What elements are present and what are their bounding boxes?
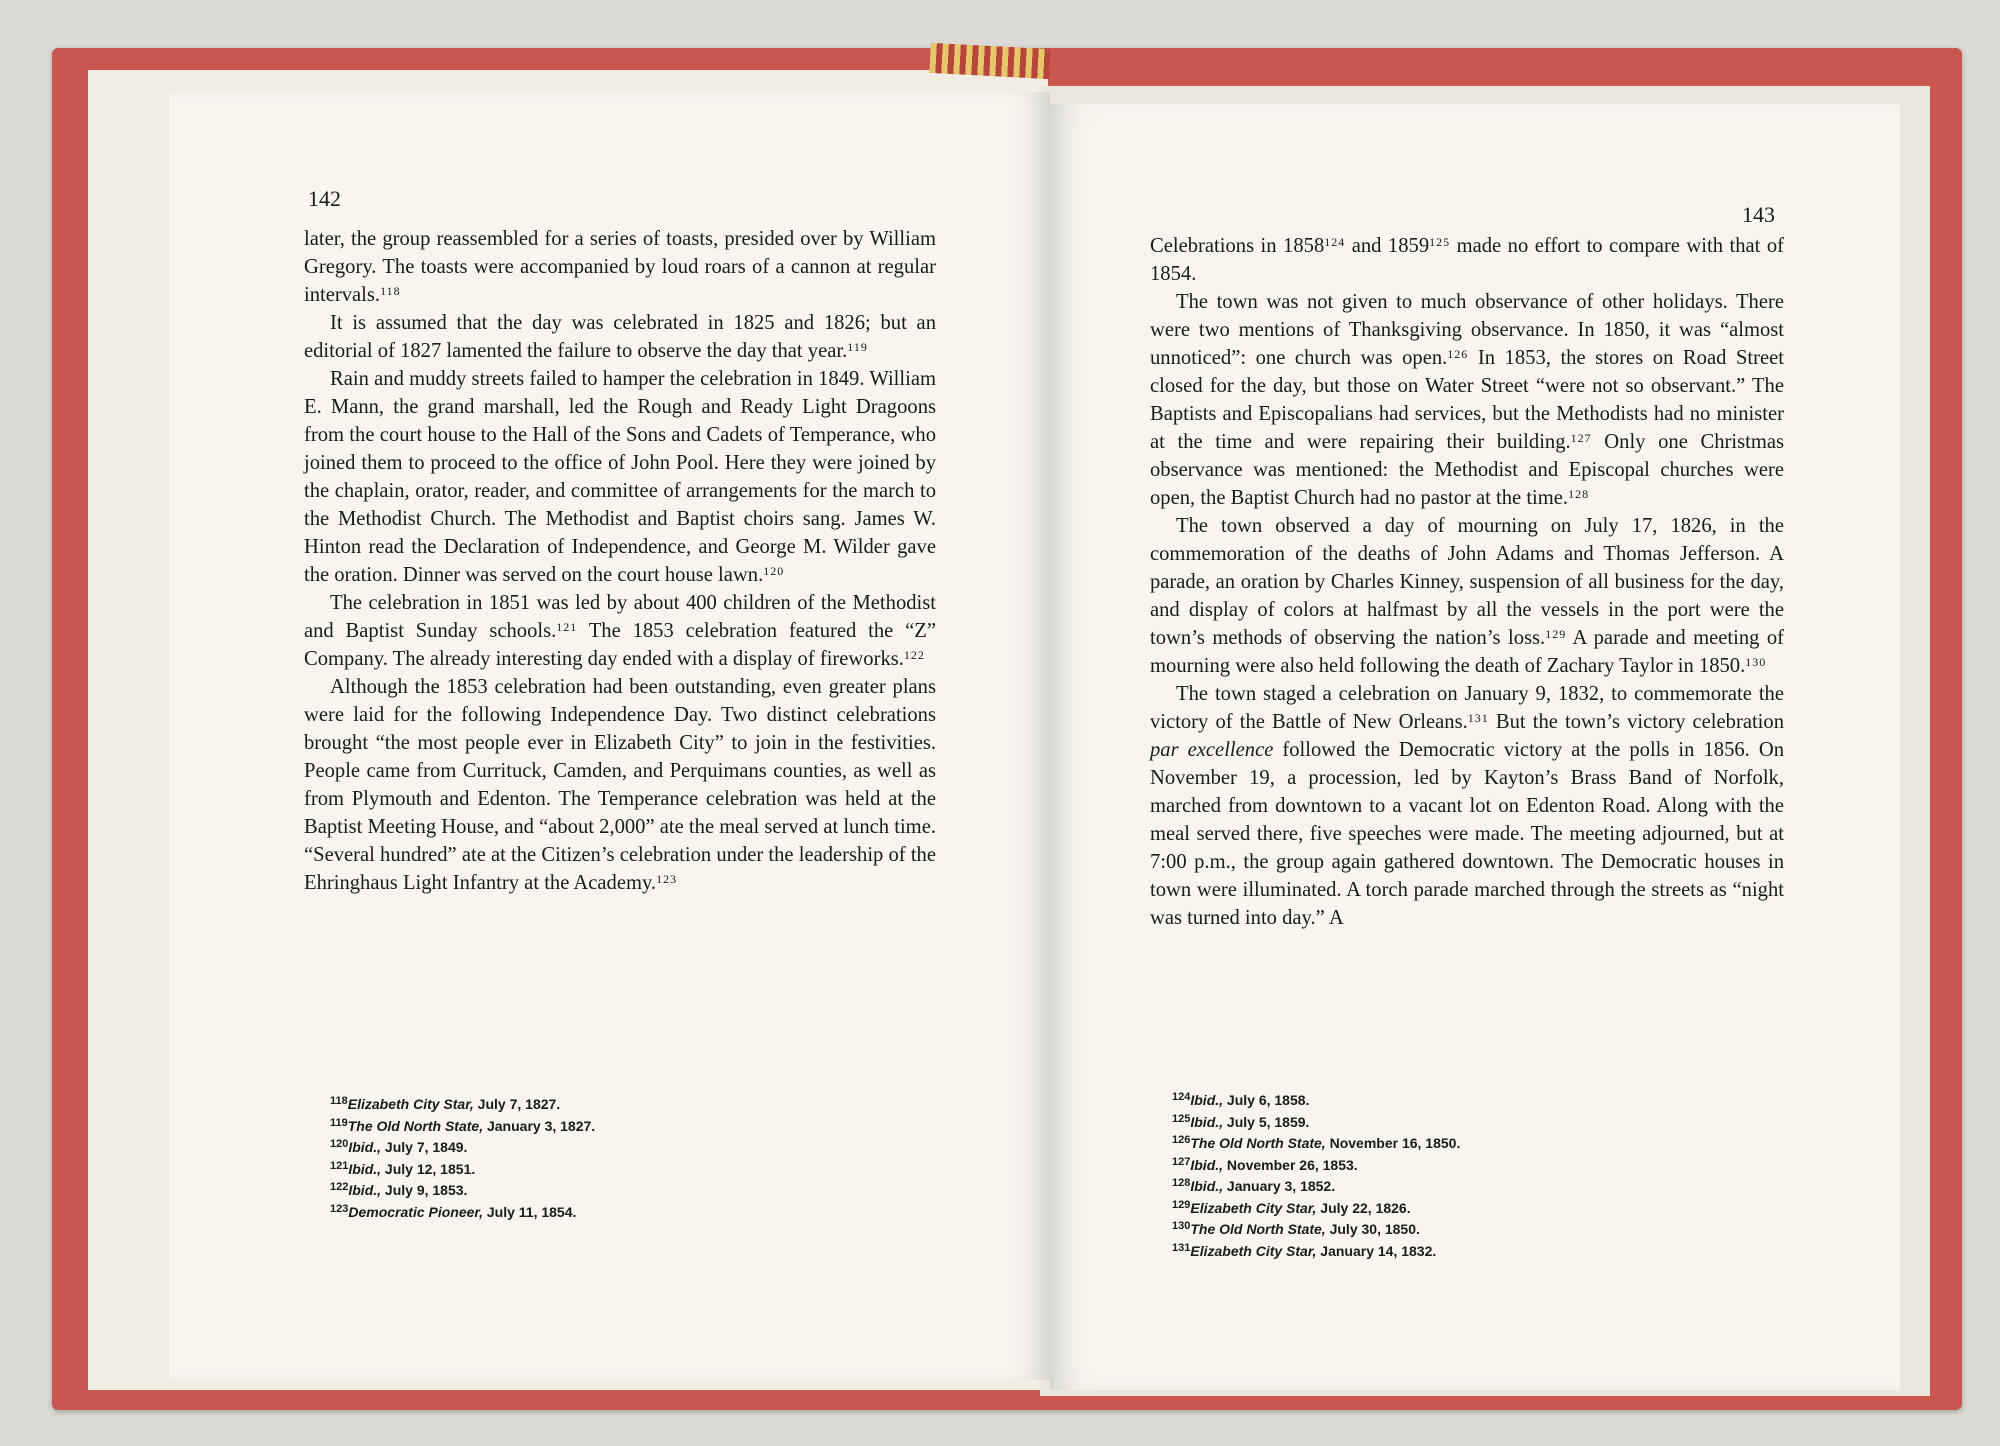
footnote-ref: 129 bbox=[1545, 627, 1567, 641]
paragraph bbox=[1150, 288, 1784, 512]
footnote-number: 128 bbox=[1172, 1177, 1191, 1189]
footnote bbox=[1172, 1155, 1460, 1177]
body-text bbox=[304, 225, 936, 897]
footnote-ref: 122 bbox=[903, 648, 925, 662]
footnote-source: Ibid., bbox=[348, 1139, 382, 1155]
footnote-date: July 12, 1851. bbox=[381, 1160, 476, 1177]
text-run: Only one Christmas observance was mentioned: the Methodist and Episcopal churches were open, the Baptist Church had no pastor at the time. bbox=[1150, 431, 1784, 509]
footnote-date: July 30, 1850. bbox=[1325, 1221, 1420, 1237]
footnote-number: 130 bbox=[1172, 1220, 1191, 1232]
footnotes bbox=[330, 1094, 595, 1223]
footnote bbox=[330, 1116, 595, 1138]
page-number: 143 bbox=[1742, 202, 1775, 227]
footnote-number: 131 bbox=[1172, 1241, 1191, 1254]
footnote-number: 124 bbox=[1172, 1091, 1191, 1103]
footnote-source: Ibid., bbox=[1190, 1156, 1224, 1173]
footnote-ref: 127 bbox=[1570, 431, 1592, 445]
footnote bbox=[1172, 1198, 1460, 1220]
italic-text: par excellence bbox=[1150, 739, 1274, 761]
footnote-source: The Old North State, bbox=[1190, 1135, 1326, 1151]
footnote-date: July 7, 1849. bbox=[381, 1139, 468, 1155]
footnote-date: November 26, 1853. bbox=[1223, 1156, 1358, 1173]
text-run: But the town’s victory celebration bbox=[1488, 711, 1784, 733]
footnote-number: 119 bbox=[330, 1116, 348, 1129]
footnote bbox=[1172, 1090, 1460, 1112]
paragraph bbox=[1150, 512, 1784, 680]
footnote-source: The Old North State, bbox=[1190, 1221, 1326, 1237]
text-run: The celebration in 1851 was led by about 400 children of the Methodist and Baptist Sunday schools. bbox=[304, 592, 936, 642]
footnote bbox=[330, 1202, 595, 1224]
paragraph bbox=[1150, 232, 1784, 288]
footnote-ref: 120 bbox=[763, 564, 785, 578]
right-page bbox=[1050, 104, 1900, 1390]
footnote-source: Elizabeth City Star, bbox=[347, 1096, 474, 1112]
footnote-ref: 126 bbox=[1447, 347, 1469, 361]
footnote-ref: 124 bbox=[1324, 235, 1346, 249]
footnote-source: The Old North State, bbox=[347, 1117, 484, 1134]
footnote-ref: 119 bbox=[847, 340, 868, 354]
footnote bbox=[330, 1180, 595, 1202]
footnote bbox=[330, 1094, 595, 1116]
text-run: The 1853 celebration featured the “Z” Company. The already interesting day ended with a display of fireworks. bbox=[304, 620, 937, 670]
text-run: made no effort to compare with that of 1854. bbox=[1150, 235, 1785, 285]
paragraph bbox=[304, 365, 936, 589]
footnote bbox=[330, 1159, 595, 1181]
text-run: Although the 1853 celebration had been outstanding, even greater plans were laid for the following Independence Day. Two distinct celebrations brought “the most people ever in Elizabeth City” to join in the festivities. People came from Currituck, Camden, and Perquimans counties, as well as from Plymouth and Edenton. The Temperance celebration was held at the Baptist Meeting House, and “about 2,000” ate the meal served at lunch time. “Several hundred” ate at the Citizen’s celebration under the leadership of the Ehringhaus Light Infantry at the Academy. bbox=[304, 676, 936, 894]
footnote-date: July 9, 1853. bbox=[381, 1182, 468, 1198]
footnote bbox=[1172, 1133, 1460, 1155]
footnote-source: Ibid., bbox=[1190, 1092, 1224, 1108]
footnote-source: Elizabeth City Star, bbox=[1190, 1199, 1317, 1216]
footnote-number: 127 bbox=[1172, 1155, 1191, 1168]
text-run: It is assumed that the day was celebrated in 1825 and 1826; but an editorial of 1827 lamented the failure to observe the day that year. bbox=[304, 312, 936, 362]
book-headband bbox=[929, 43, 1050, 79]
left-page bbox=[170, 92, 1050, 1380]
footnote bbox=[1172, 1241, 1460, 1263]
footnote-source: Ibid., bbox=[1190, 1178, 1224, 1194]
body-text bbox=[1150, 232, 1784, 932]
footnote-ref: 131 bbox=[1467, 711, 1489, 725]
footnote-date: January 3, 1852. bbox=[1223, 1178, 1336, 1194]
page-number: 142 bbox=[308, 186, 341, 211]
footnote-source: Elizabeth City Star, bbox=[1190, 1242, 1317, 1259]
footnote-date: July 5, 1859. bbox=[1223, 1113, 1310, 1130]
text-run: Celebrations in 1858 bbox=[1150, 235, 1325, 257]
text-run: The town observed a day of mourning on July 17, 1826, in the commemoration of the deaths of John Adams and Thomas Jefferson. A parade, an oration by Charles Kinney, suspension of all business for the day, and display of colors at halfmast by all the vessels in the port were the town’s methods of observing the nation’s loss. bbox=[1150, 515, 1784, 649]
footnote-ref: 123 bbox=[656, 872, 678, 886]
footnote-date: July 6, 1858. bbox=[1223, 1092, 1310, 1108]
footnote-number: 125 bbox=[1172, 1112, 1191, 1125]
footnote-number: 118 bbox=[330, 1095, 348, 1107]
footnote-source: Ibid., bbox=[1190, 1113, 1224, 1130]
text-run: In 1853, the stores on Road Street closed for the day, but those on Water Street “were not so observant.” The Baptists and Episcopalians had services, but the Methodists had no minister at the time and were repairing their building. bbox=[1150, 347, 1784, 453]
footnote-source: Ibid., bbox=[348, 1160, 382, 1177]
footnote bbox=[330, 1137, 595, 1159]
footnote-date: January 3, 1827. bbox=[483, 1117, 596, 1134]
footnote-ref: 128 bbox=[1568, 487, 1590, 501]
footnote-source: Democratic Pioneer, bbox=[348, 1203, 483, 1220]
footnote-date: July 22, 1826. bbox=[1316, 1199, 1411, 1216]
text-run: and 1859 bbox=[1345, 235, 1430, 257]
text-run: A parade and meeting of mourning were also held following the death of Zachary Taylor in 1850. bbox=[1150, 627, 1784, 677]
footnote bbox=[1172, 1219, 1460, 1241]
paragraph bbox=[304, 589, 936, 673]
footnote-number: 120 bbox=[330, 1138, 349, 1150]
footnote-ref: 130 bbox=[1745, 655, 1767, 669]
paragraph bbox=[1150, 680, 1784, 932]
footnotes bbox=[1172, 1090, 1460, 1262]
paragraph bbox=[304, 309, 936, 365]
footnote-date: July 11, 1854. bbox=[482, 1203, 577, 1220]
footnote-number: 129 bbox=[1172, 1198, 1191, 1211]
footnote-ref: 118 bbox=[380, 284, 401, 298]
paragraph bbox=[304, 673, 936, 897]
footnote-ref: 125 bbox=[1429, 235, 1451, 249]
footnote-ref: 121 bbox=[556, 620, 578, 634]
footnote-date: January 14, 1832. bbox=[1316, 1242, 1437, 1259]
footnote-number: 123 bbox=[330, 1202, 349, 1215]
paragraph bbox=[304, 225, 936, 309]
text-run: later, the group reassembled for a series of toasts, presided over by William Gregory. The toasts were accompanied by loud roars of a cannon at regular intervals. bbox=[304, 228, 936, 306]
text-run: Rain and muddy streets failed to hamper the celebration in 1849. William E. Mann, the grand marshall, led the Rough and Ready Light Dragoons from the court house to the Hall of the Sons and Cadets of Temperance, who joined them to proceed to the office of John Pool. Here they were joined by the chaplain, orator, reader, and committee of arrangements for the march to the Methodist Church. The Methodist and Baptist choirs sang. James W. Hinton read the Declaration of Independence, and George M. Wilder gave the oration. Dinner was served on the court house lawn. bbox=[304, 368, 936, 586]
footnote-date: November 16, 1850. bbox=[1325, 1135, 1461, 1151]
footnote bbox=[1172, 1176, 1460, 1198]
footnote-date: July 7, 1827. bbox=[473, 1096, 561, 1112]
footnote-source: Ibid., bbox=[348, 1182, 382, 1198]
footnote-number: 126 bbox=[1172, 1134, 1191, 1146]
text-run: followed the Democratic victory at the polls in 1856. On November 19, a procession, led by Kayton’s Brass Band of Norfolk, marched from downtown to a vacant lot on Edenton Road. Along with the meal served there, five speeches were made. The meeting adjourned, but at 7:00 p.m., the group again gathered downtown. The Democratic houses in town were illuminated. A torch parade marched through the streets as “night was turned into day.” A bbox=[1150, 739, 1785, 929]
footnote-number: 122 bbox=[330, 1181, 349, 1193]
footnote bbox=[1172, 1112, 1460, 1134]
footnote-number: 121 bbox=[330, 1159, 349, 1172]
text-run: The town staged a celebration on January 9, 1832, to commemorate the victory of the Battle of New Orleans. bbox=[1150, 683, 1784, 733]
text-run: The town was not given to much observance of other holidays. There were two mentions of Thanksgiving observance. In 1850, it was “almost unnoticed”: one church was open. bbox=[1150, 291, 1784, 369]
